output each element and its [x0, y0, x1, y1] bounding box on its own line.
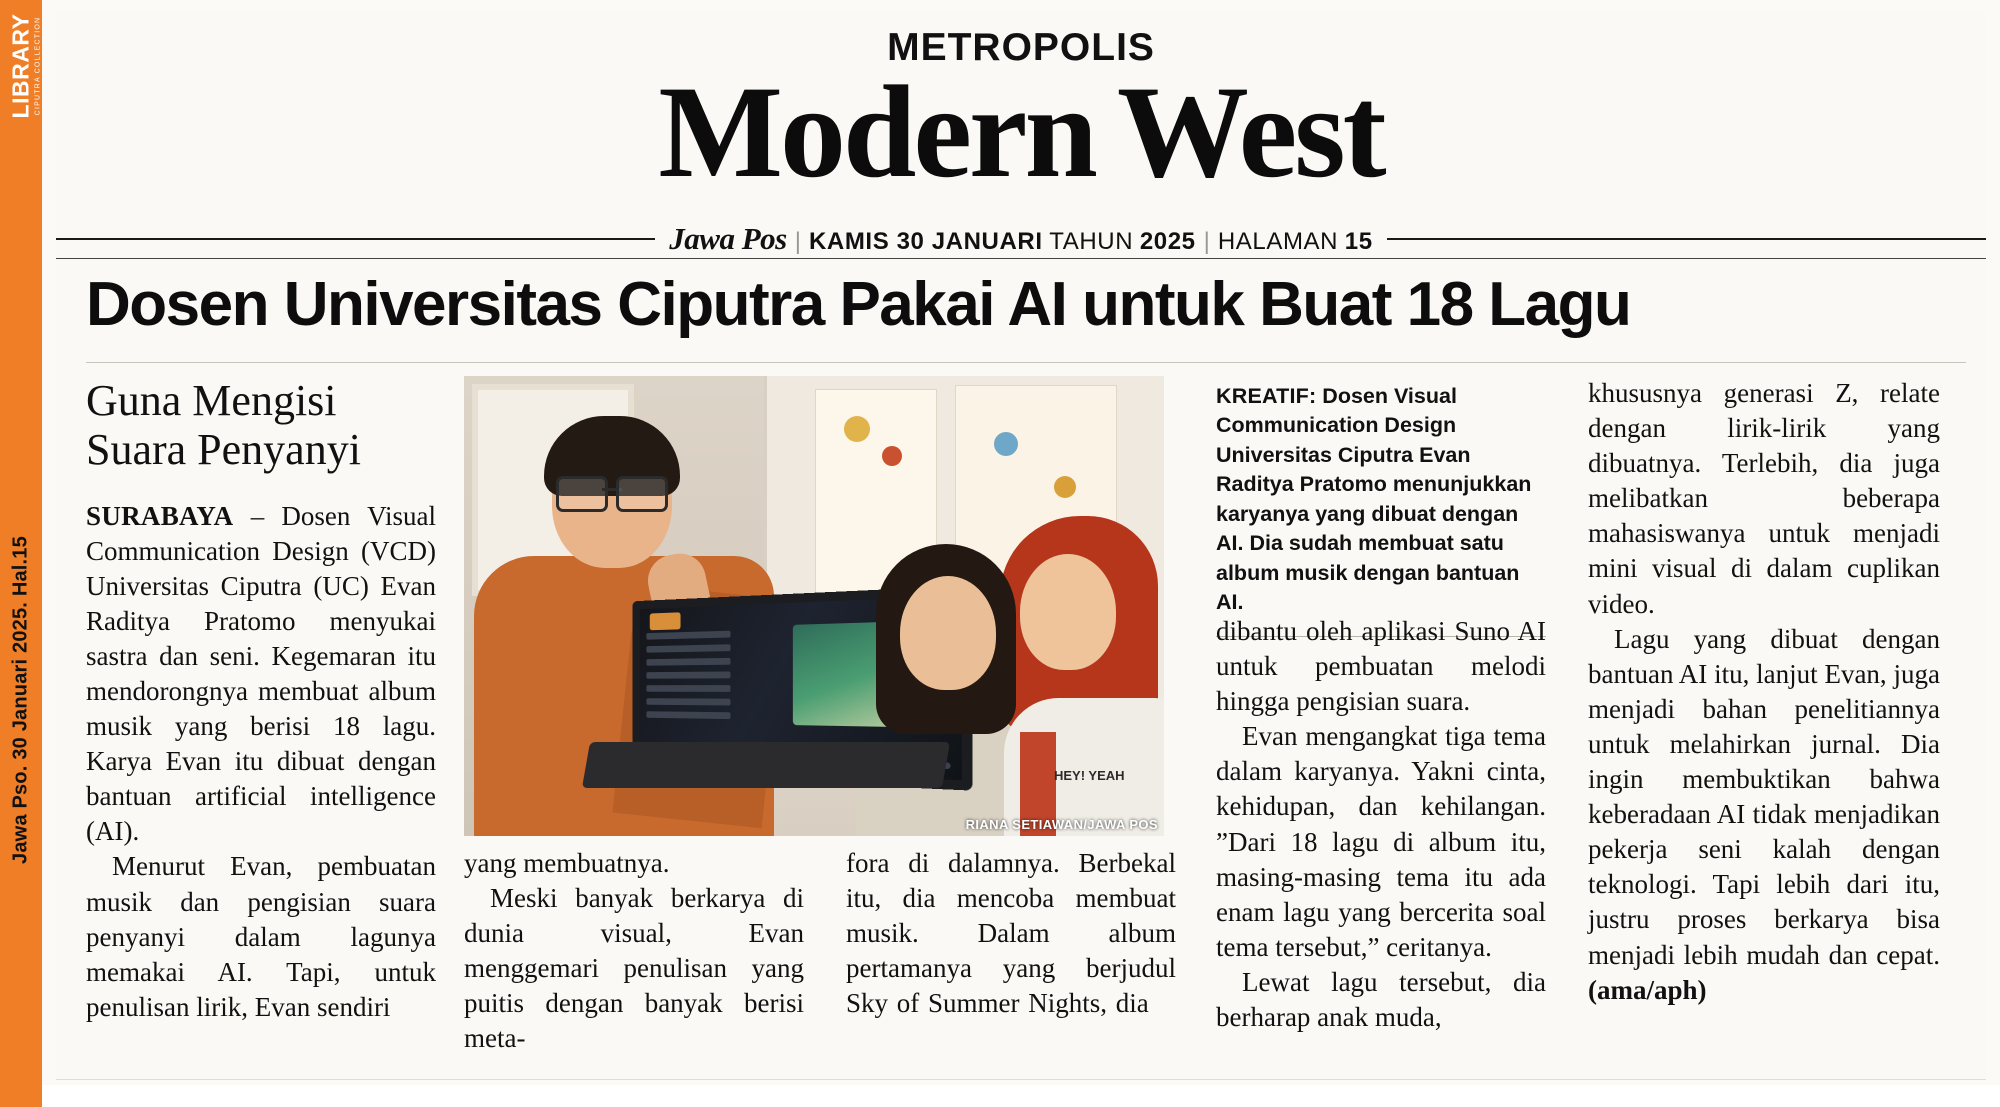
masthead-rule-bottom [56, 258, 1986, 259]
scan-inner [56, 10, 1986, 1080]
article-dateline: SURABAYA [86, 500, 234, 531]
photo-glasses-lens-right [616, 476, 668, 512]
photo-screen-track-item [646, 644, 730, 652]
masthead-page-label: HALAMAN [1217, 228, 1339, 255]
newspaper-scan [42, 0, 2000, 1085]
masthead-title-part2: West [1116, 58, 1384, 205]
paragraph [1588, 622, 1940, 1008]
scan-bottom-rule [56, 1079, 1986, 1080]
photo-caption-body: Dosen Visual Communication Design Universitas Ciputra Evan Raditya Pratomo menunjukkan karyanya yang dibuat dengan AI. Dia sudah membuat satu album musik dengan bantuan AI. [1216, 384, 1532, 615]
article-kicker-line1: Guna Mengisi [86, 376, 337, 425]
headline-rule [86, 362, 1966, 363]
paragraph-text: – Dosen Visual Communication Design (VCD) Universitas Ciputra (UC) Evan Raditya Pratomo menyukai sastra dan seni. Kegemaran itu mendorongnya membuat album musik yang berisi 18 lagu. Karya Evan itu dibuat dengan bantuan artificial intelligence (AI). [86, 500, 436, 847]
article-column-5 [1588, 376, 1940, 1008]
masthead-title [56, 58, 1986, 205]
masthead-meta [56, 221, 1986, 256]
archive-band [0, 0, 42, 1107]
library-logo-subtext: CIPUTRA COLLECTION [34, 16, 42, 116]
photo-screen-album-thumb [650, 612, 681, 630]
paragraph: dibantu oleh aplikasi Suno AI untuk pembuatan melodi hingga pengisian suara. [1216, 616, 1546, 717]
masthead-sep-1: | [794, 228, 801, 255]
photo-sticker-3 [994, 432, 1018, 456]
masthead-year-label: TAHUN [1049, 228, 1134, 255]
photo-sticker-1 [844, 416, 870, 442]
photo-glasses-lens-left [556, 476, 608, 512]
paragraph: khususnya generasi Z, relate dengan lirik-lirik yang dibuatnya. Terlebih, dia juga melibatkan beberapa mahasiswanya untuk menjadi mini visual di dalam cuplikan video. [1588, 378, 1940, 619]
paragraph: Evan mengangkat tiga tema dalam karyanya. Yakni cinta, kehidupan, dan kehilangan. ”Dari 18 lagu di album itu, masing-masing tema itu ada enam lagu yang bercerita soal tema tersebut,” ceritanya. [1216, 721, 1546, 962]
photo-screen-track-item [646, 711, 730, 719]
photo-screen-track-item [646, 671, 730, 678]
article-byline: (ama/aph) [1588, 974, 1707, 1005]
photo-caption-block [1216, 382, 1546, 637]
photo-caption-label: KREATIF: [1216, 384, 1317, 408]
photo-woman1-face [900, 576, 996, 690]
paragraph: fora di dalamnya. Berbekal itu, dia mencoba membuat musik. Dalam album pertamanya yang berjudul Sky of Summer Nights, dia [846, 848, 1176, 1019]
photo-screen-track-list [646, 631, 730, 755]
article-kicker-line2: Suara Penyanyi [86, 425, 361, 475]
masthead-paper-name: Jawa Pos [669, 221, 787, 256]
paragraph-text: Lagu yang dibuat dengan bantuan AI itu, lanjut Evan, juga menjadi bahan penelitiannya untuk melahirkan jurnal. Dia ingin membuktikan bahwa keberadaan AI tidak menjadikan pekerja seni kalah dengan teknologi. Tapi lebih dari itu, justru proses berkarya bisa menjadi lebih mudah dan cepat. [1588, 623, 1940, 970]
photo-sticker-2 [882, 446, 902, 466]
article-column-2 [464, 846, 804, 1057]
article-headline: Dosen Universitas Ciputra Pakai AI untuk Buat 18 Lagu [86, 270, 1631, 339]
photo-woman2-face [1020, 554, 1116, 670]
photo-caption-text [1216, 382, 1546, 618]
paragraph [86, 499, 436, 850]
photo-sticker-4 [1054, 476, 1076, 498]
photo-screen-track-item [646, 631, 730, 640]
library-logo [0, 6, 42, 136]
archive-caption: Jawa Pso. 30 Januari 2025. Hal.15 [9, 536, 32, 864]
library-logo-text: LIBRARY [7, 13, 34, 119]
photo-credit: RIANA SETIAWAN/JAWA POS [965, 817, 1158, 832]
article-column-3 [846, 846, 1176, 1021]
masthead-kicker: METROPOLIS [887, 26, 1155, 69]
paragraph: Menurut Evan, pembuatan musik dan pengisian suara penyanyi dalam lagunya memakai AI. Tapi, untuk penulisan lirik, Evan sendiri [86, 851, 436, 1022]
photo-glasses-icon [556, 476, 668, 506]
photo-screen-track-item [646, 658, 730, 666]
masthead-year: 2025 [1139, 228, 1196, 255]
article-column-1 [86, 376, 436, 1025]
masthead-page-number: 15 [1344, 228, 1373, 255]
photo-shirt-text: HEY! YEAH [1054, 768, 1125, 783]
masthead-date: KAMIS 30 JANUARI [808, 228, 1043, 255]
photo-laptop-base [582, 742, 950, 788]
masthead-meta-box [655, 221, 1386, 256]
photo-screen-track-item [646, 685, 730, 692]
paragraph: Lewat lagu tersebut, dia berharap anak muda, [1216, 966, 1546, 1033]
article-photo [464, 376, 1164, 836]
article-column-4 [1216, 614, 1546, 1035]
article-kicker [86, 376, 436, 475]
masthead [56, 28, 1986, 204]
masthead-sep-2: | [1203, 228, 1210, 255]
paragraph: yang membuatnya. [464, 848, 670, 878]
masthead-title-part1: Modern [658, 58, 1095, 205]
photo-screen-track-item [646, 698, 730, 705]
paragraph: Meski banyak berkarya di dunia visual, Evan menggemari penulisan yang puitis dengan banyak berisi meta- [464, 883, 804, 1054]
